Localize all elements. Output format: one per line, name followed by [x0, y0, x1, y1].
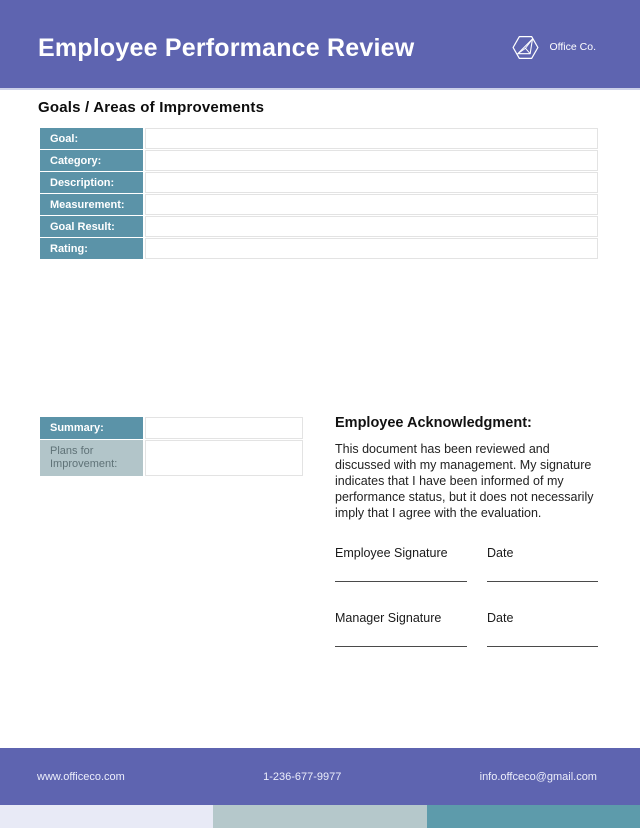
decorative-bottom-strip: [0, 805, 640, 828]
page-footer: [0, 748, 640, 805]
rating-row-value[interactable]: [145, 238, 598, 259]
employee-signature-label: Employee Signature: [335, 546, 448, 560]
measurement-row-value[interactable]: [145, 194, 598, 215]
manager-date-label: Date: [487, 611, 514, 625]
strip-segment-teal: [427, 805, 640, 828]
plans-for-improvement-row-label: Plans for Improvement:: [40, 440, 143, 476]
description-row-value[interactable]: [145, 172, 598, 193]
employee-date-label: Date: [487, 546, 514, 560]
goal-row-value[interactable]: [145, 128, 598, 149]
table-row: [40, 172, 598, 193]
page-title: Employee Performance Review: [38, 33, 415, 62]
category-row-value[interactable]: [145, 150, 598, 171]
employee-signature-line[interactable]: [335, 581, 467, 582]
employee-signature-block: [335, 546, 599, 582]
acknowledgment-heading: Employee Acknowledgment:: [335, 415, 532, 431]
company-logo: [510, 26, 597, 63]
acknowledgment-text: This document has been reviewed and discussed with my management. My signature indicates that I have been informed of my performance status, but it does not necessarily imply that I agree with the evaluation.: [335, 442, 594, 520]
rating-row-label: Rating:: [40, 238, 143, 259]
strip-segment-lavender: [0, 805, 213, 828]
table-row: [40, 150, 598, 171]
goals-table: [40, 128, 598, 260]
table-row: [40, 128, 598, 149]
goal-row-label: Goal:: [40, 128, 143, 149]
table-row: [40, 238, 598, 259]
footer-phone: 1-236-677-9977: [263, 770, 342, 783]
description-row-label: Description:: [40, 172, 143, 193]
table-row: [40, 216, 598, 237]
table-row: [40, 417, 303, 439]
strip-segment-gray: [213, 805, 426, 828]
page-header: [0, 0, 640, 90]
manager-signature-label: Manager Signature: [335, 611, 442, 625]
table-row: [40, 440, 303, 476]
manager-date-line[interactable]: [487, 646, 598, 647]
goal-result-row-label: Goal Result:: [40, 216, 143, 237]
employee-date-line[interactable]: [487, 581, 598, 582]
measurement-row-label: Measurement:: [40, 194, 143, 215]
table-row: [40, 194, 598, 215]
goal-result-row-value[interactable]: [145, 216, 598, 237]
acknowledgment-section: [335, 415, 599, 676]
logo-text: Office Co.: [549, 41, 596, 53]
office-box-icon: [510, 32, 541, 63]
footer-website: www.officeco.com: [37, 770, 125, 783]
manager-signature-line[interactable]: [335, 646, 467, 647]
summary-row-value[interactable]: [145, 417, 303, 439]
summary-table: [40, 417, 303, 477]
manager-signature-block: [335, 611, 599, 647]
plans-for-improvement-row-value[interactable]: [145, 440, 303, 476]
footer-email: info.offceco@gmail.com: [479, 770, 597, 783]
goals-section-heading: Goals / Areas of Improvements: [38, 99, 265, 116]
category-row-label: Category:: [40, 150, 143, 171]
summary-row-label: Summary:: [40, 417, 143, 439]
